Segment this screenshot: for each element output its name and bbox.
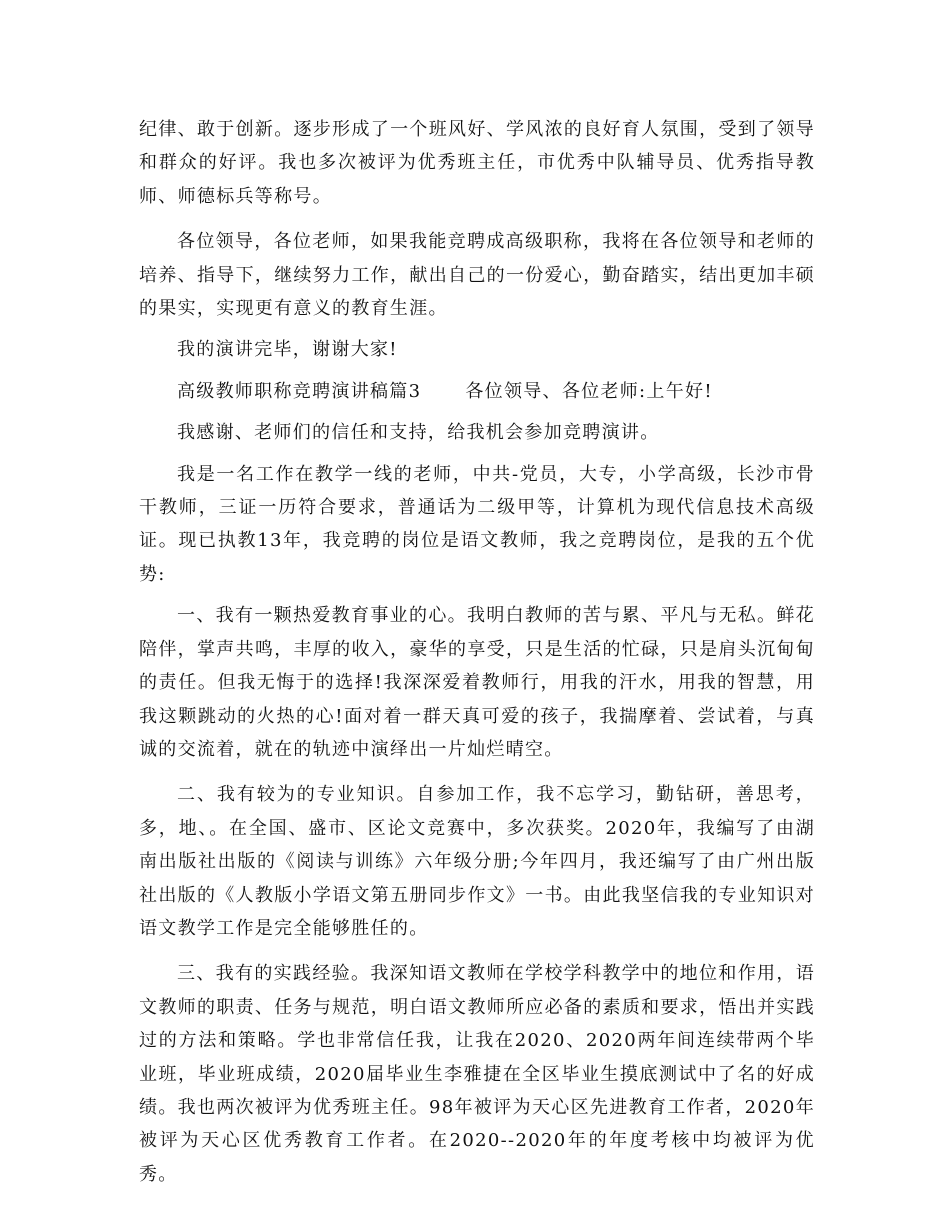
paragraph-7: 二、我有较为的专业知识。自参加工作，我不忘学习，勤钻研，善思考，多，地、。在全国、盛市、区论文竞赛中，多次获奖。2020年，我编写了由湖南出版社出版的《阅读与训练》六年级分册;今年四月，我还编写了由广州出版社出版的《人教版小学语文第五册同步作文》一书。由此我坚信我的专业知识对语文教学工作是完全能够胜任的。 (139, 784, 815, 939)
paragraph-4: 我感谢、老师们的信任和支持，给我机会参加竞聘演讲。 (177, 422, 660, 444)
speech-greeting: 各位领导、各位老师:上午好! (465, 380, 713, 402)
paragraph-5: 我是一名工作在教学一线的老师，中共-党员，大专，小学高级，长沙市骨干教师，三证一历符合要求，普通话为二级甲等，计算机为现代信息技术高级证。现已执教13年，我竞聘的岗位是语文教师，我之竞聘岗位，是我的五个优势: (139, 463, 815, 585)
speech-title: 高级教师职称竞聘演讲稿篇3 (177, 380, 422, 402)
paragraph-1: 纪律、敢于创新。逐步形成了一个班风好、学风浓的良好育人氛围，受到了领导和群众的好评。我也多次被评为优秀班主任，市优秀中队辅导员、优秀指导教师、师德标兵等称号。 (139, 119, 815, 207)
speech-title-line (139, 375, 815, 408)
paragraph-8: 三、我有的实践经验。我深知语文教师在学校学科教学中的地位和作用，语文教师的职责、任务与规范，明白语文教师所应必备的素质和要求，悟出并实践过的方法和策略。学也非常信任我，让我在2020、2020两年间连续带两个毕业班，毕业班成绩，2020届毕业生李雅捷在全区毕业生摸底测试中了名的好成绩。我也两次被评为优秀班主任。98年被评为天心区先进教育工作者，2020年被评为天心区优秀教育工作者。在2020--2020年的年度考核中均被评为优秀。 (139, 963, 815, 1185)
paragraph-2: 各位领导，各位老师，如果我能竞聘成高级职称，我将在各位领导和老师的培养、指导下，继续努力工作，献出自己的一份爱心，勤奋踏实，结出更加丰硕的果实，实现更有意义的教育生涯。 (139, 231, 815, 320)
paragraph-6: 一、我有一颗热爱教育事业的心。我明白教师的苦与累、平凡与无私。鲜花陪伴，掌声共鸣，丰厚的收入，豪华的享受，只是生活的忙碌，只是肩头沉甸甸的责任。但我无悔于的选择!我深深爱着教师行，用我的汗水，用我的智慧，用我这颗跳动的火热的心!面对着一群天真可爱的孩子，我揣摩着、尝试着，与真诚的交流着，就在的轨迹中演绎出一片灿烂晴空。 (139, 605, 815, 760)
paragraph-3: 我的演讲完毕，谢谢大家! (177, 339, 398, 361)
document-page (139, 113, 815, 1191)
